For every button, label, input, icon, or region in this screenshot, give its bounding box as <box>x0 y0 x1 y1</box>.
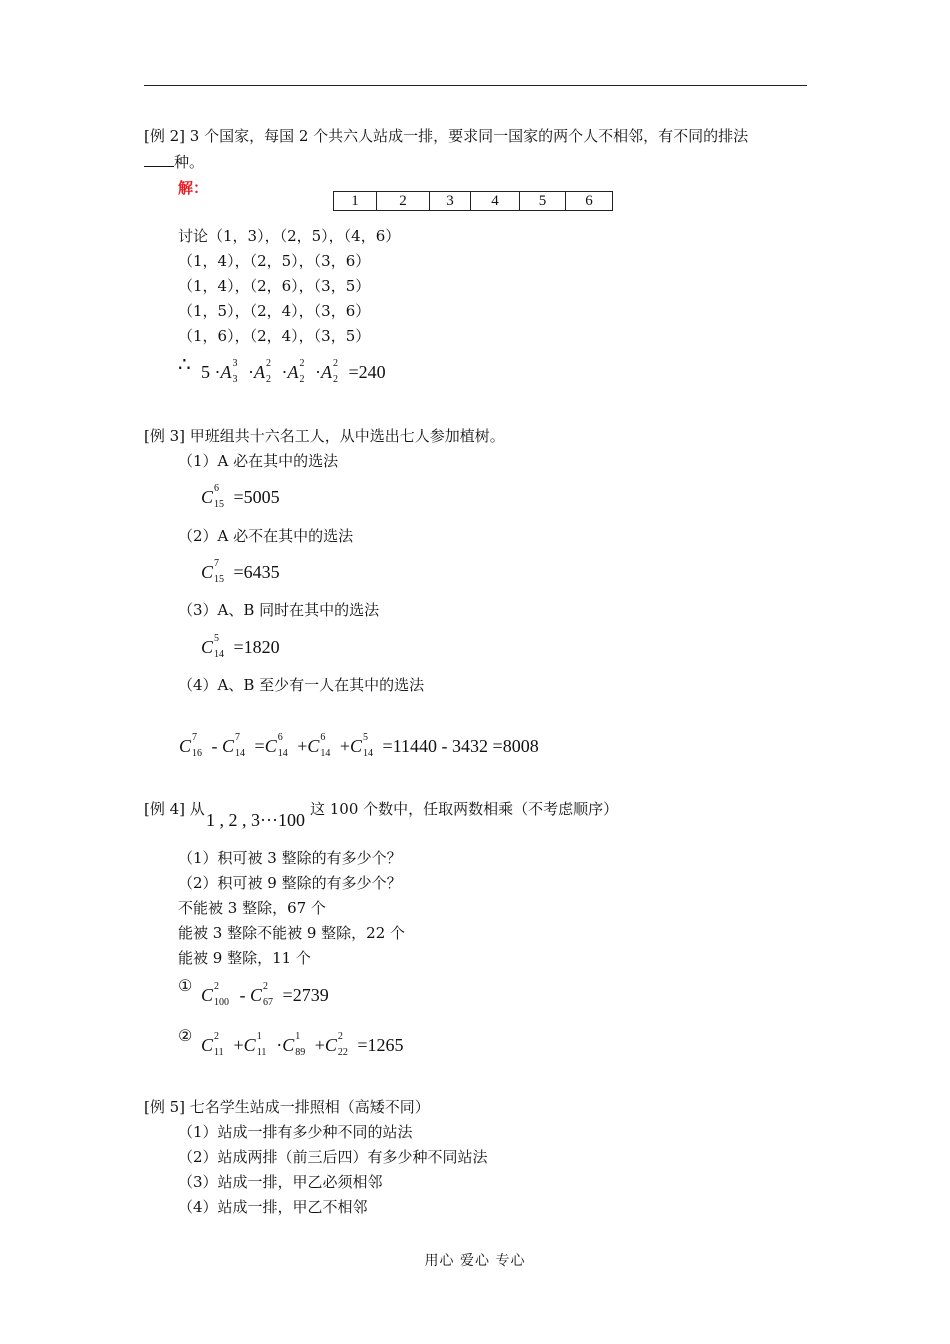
combination-symbol: C <box>264 736 277 756</box>
ex4-q2: （2）积可被 9 整除的有多少个？ <box>178 874 402 892</box>
ex3-formula-3 <box>201 632 280 660</box>
combination-symbol: C <box>350 736 363 756</box>
subscript: 11 <box>256 1046 267 1058</box>
ex2-discuss-line: （1，5），（2，4），（3，6） <box>178 302 371 320</box>
subscript: 67 <box>263 996 274 1008</box>
ex4-title-b: 这 100 个数中，任取两数相乘（不考虑顺序） <box>310 800 619 818</box>
subscript: 14 <box>277 747 288 759</box>
ex3-formula-4 <box>179 731 539 759</box>
subscript: 14 <box>363 747 374 759</box>
intermediate-value: 11440 <box>392 736 438 756</box>
superscript: 2 <box>299 357 305 369</box>
subscript: 22 <box>337 1046 348 1058</box>
subscript: 11 <box>214 1046 224 1058</box>
seat-cell: 3 <box>430 192 471 211</box>
superscript: 5 <box>363 731 369 743</box>
ex3-q1: （1）A 必在其中的选法 <box>178 452 339 470</box>
circled-one: ① <box>178 976 193 995</box>
superscript: 5 <box>214 632 220 644</box>
sup-sub <box>337 1030 353 1058</box>
superscript: 2 <box>263 980 269 992</box>
subscript: 89 <box>295 1046 306 1058</box>
superscript: 2 <box>214 1030 220 1042</box>
subscript: 2 <box>333 373 338 385</box>
combination-symbol: C <box>250 985 263 1005</box>
plus-op: + <box>233 1035 244 1055</box>
ex3-q4: （4）A、B 至少有一人在其中的选法 <box>178 676 425 694</box>
combination-symbol: C <box>201 562 214 582</box>
ex3-formula-1 <box>201 482 280 510</box>
coef: 5 <box>201 362 210 382</box>
superscript: 2 <box>333 357 338 369</box>
therefore-symbol: ∴ <box>178 352 191 376</box>
circled-two: ② <box>178 1026 193 1045</box>
ex4-note-1: 不能被 3 整除，67 个 <box>178 899 326 917</box>
ex4-formula-1 <box>201 980 329 1008</box>
sup-sub <box>265 357 277 385</box>
sup-sub <box>319 731 335 759</box>
ex4-sequence: 1 , 2 , 3···100 <box>206 810 305 830</box>
ex2-discuss-line: （1，4），（2，6），（3，5） <box>178 277 371 295</box>
seat-cell: 4 <box>471 192 520 211</box>
superscript: 1 <box>256 1030 262 1042</box>
equals-op: = <box>348 362 359 382</box>
equals-op: = <box>382 736 393 756</box>
equals-op: = <box>492 736 503 756</box>
subscript: 14 <box>320 747 331 759</box>
dot-op: · <box>214 362 221 382</box>
subscript: 3 <box>232 373 238 385</box>
seat-cell: 1 <box>334 192 377 211</box>
ex5-q3: （3）站成一排，甲乙必须相邻 <box>178 1173 383 1191</box>
arrangement-symbol: A <box>321 362 332 382</box>
sup-sub <box>213 557 229 585</box>
combination-symbol: C <box>201 985 214 1005</box>
ex4-title-a: [例 4] 从 <box>144 800 205 818</box>
sup-sub <box>262 980 278 1008</box>
ex2-title-cont <box>144 152 204 171</box>
ex2-formula <box>201 357 386 385</box>
equals-op: = <box>233 562 244 582</box>
combination-symbol: C <box>201 637 214 657</box>
combination-symbol: C <box>201 1035 214 1055</box>
minus-op: - <box>441 736 448 756</box>
dot-op: · <box>248 362 254 382</box>
subscript: 100 <box>214 996 230 1008</box>
seat-cell: 5 <box>520 192 566 211</box>
equals-op: = <box>357 1035 368 1055</box>
combination-symbol: C <box>201 487 214 507</box>
sup-sub <box>191 731 207 759</box>
answer-blank <box>144 152 174 167</box>
result: 240 <box>358 362 386 382</box>
equals-op: = <box>233 637 244 657</box>
result: 8008 <box>502 736 539 756</box>
sup-sub <box>362 731 378 759</box>
ex3-formula-2 <box>201 557 280 585</box>
result: 1265 <box>367 1035 404 1055</box>
ex5-title: [例 5] 七名学生站成一排照相（高矮不同） <box>144 1098 430 1116</box>
combination-symbol: C <box>222 736 235 756</box>
ex4-note-3: 能被 9 整除，11 个 <box>178 949 311 967</box>
ex2-title: [例 2] 3 个国家，每国 2 个共六人站成一排，要求同一国家的两个人不相邻，有不同的排法 <box>144 127 749 145</box>
superscript: 7 <box>235 731 241 743</box>
superscript: 7 <box>214 557 220 569</box>
result: 6435 <box>243 562 280 582</box>
ex2-title-suffix: 种。 <box>174 153 205 171</box>
arrangement-symbol: A <box>287 362 299 382</box>
ex3-q2: （2）A 必不在其中的选法 <box>178 527 354 545</box>
ex2-discuss-line: 讨论（1，3），（2，5），（4，6） <box>178 227 401 245</box>
superscript: 6 <box>277 731 283 743</box>
equals-op: = <box>254 736 265 756</box>
subscript: 2 <box>299 373 305 385</box>
arrangement-symbol: A <box>254 362 265 382</box>
subscript: 16 <box>192 747 203 759</box>
subscript: 14 <box>214 648 225 660</box>
sup-sub <box>256 1030 272 1058</box>
combination-symbol: C <box>243 1035 256 1055</box>
seat-cell: 2 <box>377 192 430 211</box>
ex4-note-2: 能被 3 整除不能被 9 整除，22 个 <box>178 924 406 942</box>
plus-op: + <box>297 736 308 756</box>
combination-symbol: C <box>307 736 320 756</box>
result: 2739 <box>292 985 329 1005</box>
sup-sub <box>213 1030 229 1058</box>
combination-symbol: C <box>282 1035 295 1055</box>
minus-op: - <box>239 985 246 1005</box>
ex4-q1: （1）积可被 3 整除的有多少个？ <box>178 849 402 867</box>
sup-sub <box>213 980 235 1008</box>
sup-sub <box>234 731 250 759</box>
superscript: 6 <box>320 731 326 743</box>
combination-symbol: C <box>324 1035 337 1055</box>
dot-op: · <box>315 362 321 382</box>
ex5-q1: （1）站成一排有多少种不同的站法 <box>178 1123 413 1141</box>
seat-table <box>333 191 613 211</box>
ex3-q3: （3）A、B 同时在其中的选法 <box>178 601 380 619</box>
plus-op: + <box>314 1035 325 1055</box>
superscript: 3 <box>232 357 238 369</box>
seat-cell: 6 <box>566 192 613 211</box>
subscript: 2 <box>266 373 271 385</box>
sup-sub <box>213 482 229 510</box>
superscript: 7 <box>192 731 198 743</box>
ex5-q4: （4）站成一排，甲乙不相邻 <box>178 1198 368 1216</box>
ex2-discuss-line: （1，6），（2，4），（3，5） <box>178 327 371 345</box>
arrangement-symbol: A <box>220 362 232 382</box>
subtrahend: 3432 <box>452 736 489 756</box>
sup-sub <box>213 632 229 660</box>
ex2-discuss-line: （1，4），（2，5），（3，6） <box>178 252 371 270</box>
subscript: 15 <box>214 573 225 585</box>
superscript: 2 <box>214 980 220 992</box>
ex3-title: [例 3] 甲班组共十六名工人，从中选出七人参加植树。 <box>144 427 505 445</box>
result: 1820 <box>243 637 280 657</box>
dot-op: · <box>281 362 288 382</box>
superscript: 1 <box>295 1030 301 1042</box>
equals-op: = <box>282 985 293 1005</box>
minus-op: - <box>211 736 218 756</box>
combination-symbol: C <box>179 736 192 756</box>
result: 5005 <box>243 487 280 507</box>
dot-op: · <box>276 1035 283 1055</box>
header-rule <box>144 85 807 86</box>
equals-op: = <box>233 487 244 507</box>
ex4-formula-2 <box>201 1030 404 1058</box>
sup-sub <box>332 357 344 385</box>
sup-sub <box>277 731 293 759</box>
superscript: 6 <box>214 482 220 494</box>
sup-sub <box>294 1030 310 1058</box>
superscript: 2 <box>337 1030 343 1042</box>
subscript: 14 <box>235 747 246 759</box>
ex5-q2: （2）站成两排（前三后四）有多少种不同站法 <box>178 1148 488 1166</box>
sup-sub <box>232 357 244 385</box>
sup-sub <box>299 357 311 385</box>
ex2-solution-label: 解： <box>178 179 209 197</box>
plus-op: + <box>339 736 351 756</box>
superscript: 2 <box>266 357 271 369</box>
subscript: 15 <box>214 498 225 510</box>
page-footer: 用心 爱心 专心 <box>424 1253 526 1269</box>
